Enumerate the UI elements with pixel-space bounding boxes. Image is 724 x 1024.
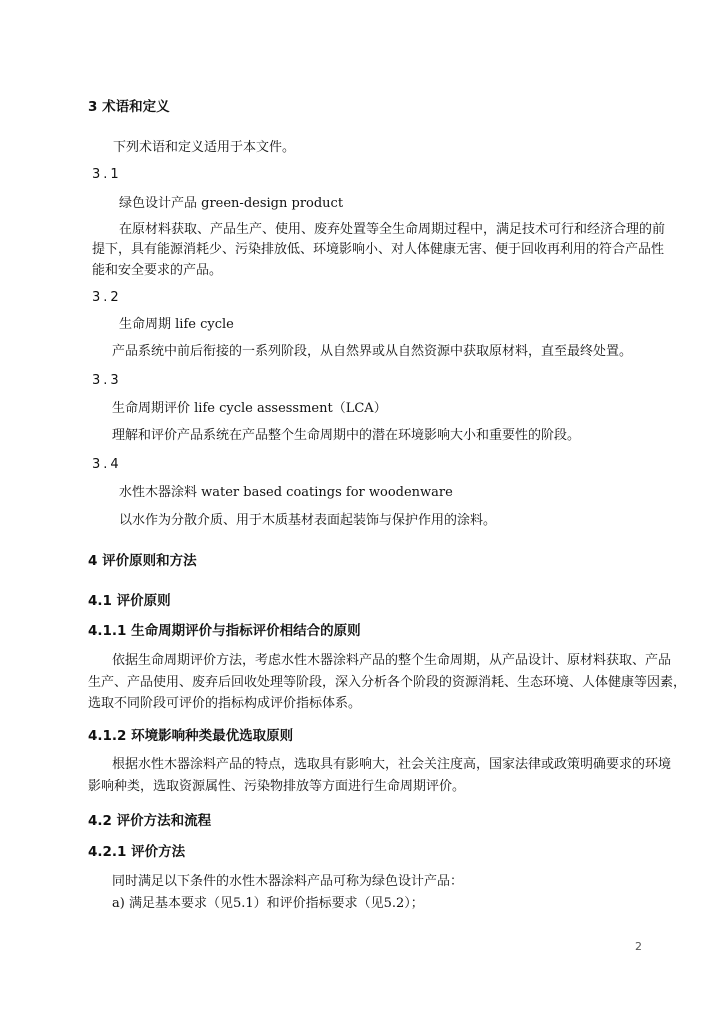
- clause-3-1-term: 绿色设计产品 green-design product: [119, 196, 344, 211]
- clause-3-3-term: 生命周期评价 life cycle assessment（LCA）: [112, 401, 387, 416]
- clause-3-2-number: 3.2: [92, 290, 122, 305]
- clause-3-1-def-line1: 在原材料获取、产品生产、使用、废弃处置等全生命周期过程中，满足技术可行和经济合理的前: [119, 222, 666, 237]
- clause-3-4-def: 以水作为分散介质、用于木质基材表面起装饰与保护作用的涂料。: [119, 513, 497, 528]
- section-4-1-1-line3: 选取不同阶段可评价的指标构成评价指标体系。: [88, 696, 362, 711]
- list-item-a: a) 满足基本要求（见5.1）和评价指标要求（见5.2）；: [112, 896, 424, 911]
- section-4-2-1-line1: 同时满足以下条件的水性木器涂料产品可称为绿色设计产品：: [112, 874, 464, 889]
- section-4-1-2-line1: 根据水性木器涂料产品的特点，选取具有影响大，社会关注度高，国家法律或政策明确要求的环境: [112, 757, 672, 772]
- section-4-1-1-line1: 依据生命周期评价方法，考虑水性木器涂料产品的整个生命周期，从产品设计、原材料获取、产品: [112, 653, 672, 668]
- section-4-1-1-line2: 生产、产品使用、废弃后回收处理等阶段，深入分析各个阶段的资源消耗、生态环境、人体健康等因素，: [88, 675, 687, 690]
- clause-3-3-def: 理解和评价产品系统在产品整个生命周期中的潜在环境影响大小和重要性的阶段。: [112, 428, 581, 443]
- section-4-heading: 4 评价原则和方法: [88, 553, 197, 569]
- section-3-intro: 下列术语和定义适用于本文件。: [113, 140, 296, 155]
- section-4-2-1-heading: 4.2.1 评价方法: [88, 844, 186, 860]
- clause-3-4-number: 3.4: [92, 457, 122, 472]
- section-4-1-2-line2: 影响种类，选取资源属性、污染物排放等方面进行生命周期评价。: [88, 779, 466, 794]
- clause-3-2-term: 生命周期 life cycle: [119, 317, 234, 332]
- section-4-2-heading: 4.2 评价方法和流程: [88, 813, 212, 829]
- clause-3-1-def-line2: 提下，具有能源消耗少、污染排放低、环境影响小、对人体健康无害、便于回收再利用的符合产品性: [92, 242, 665, 257]
- clause-3-1-number: 3.1: [92, 167, 122, 182]
- page-number: 2: [635, 940, 642, 953]
- section-3-heading: 3 术语和定义: [88, 99, 170, 115]
- section-4-1-heading: 4.1 评价原则: [88, 593, 171, 609]
- clause-3-2-def: 产品系统中前后衔接的一系列阶段，从自然界或从自然资源中获取原材料，直至最终处置。: [112, 344, 633, 359]
- section-4-1-1-heading: 4.1.1 生命周期评价与指标评价相结合的原则: [88, 623, 361, 639]
- clause-3-1-def-line3: 能和安全要求的产品。: [92, 263, 223, 278]
- clause-3-4-term: 水性木器涂料 water based coatings for woodenware: [119, 485, 453, 500]
- section-4-1-2-heading: 4.1.2 环境影响种类最优选取原则: [88, 728, 294, 744]
- clause-3-3-number: 3.3: [92, 373, 122, 388]
